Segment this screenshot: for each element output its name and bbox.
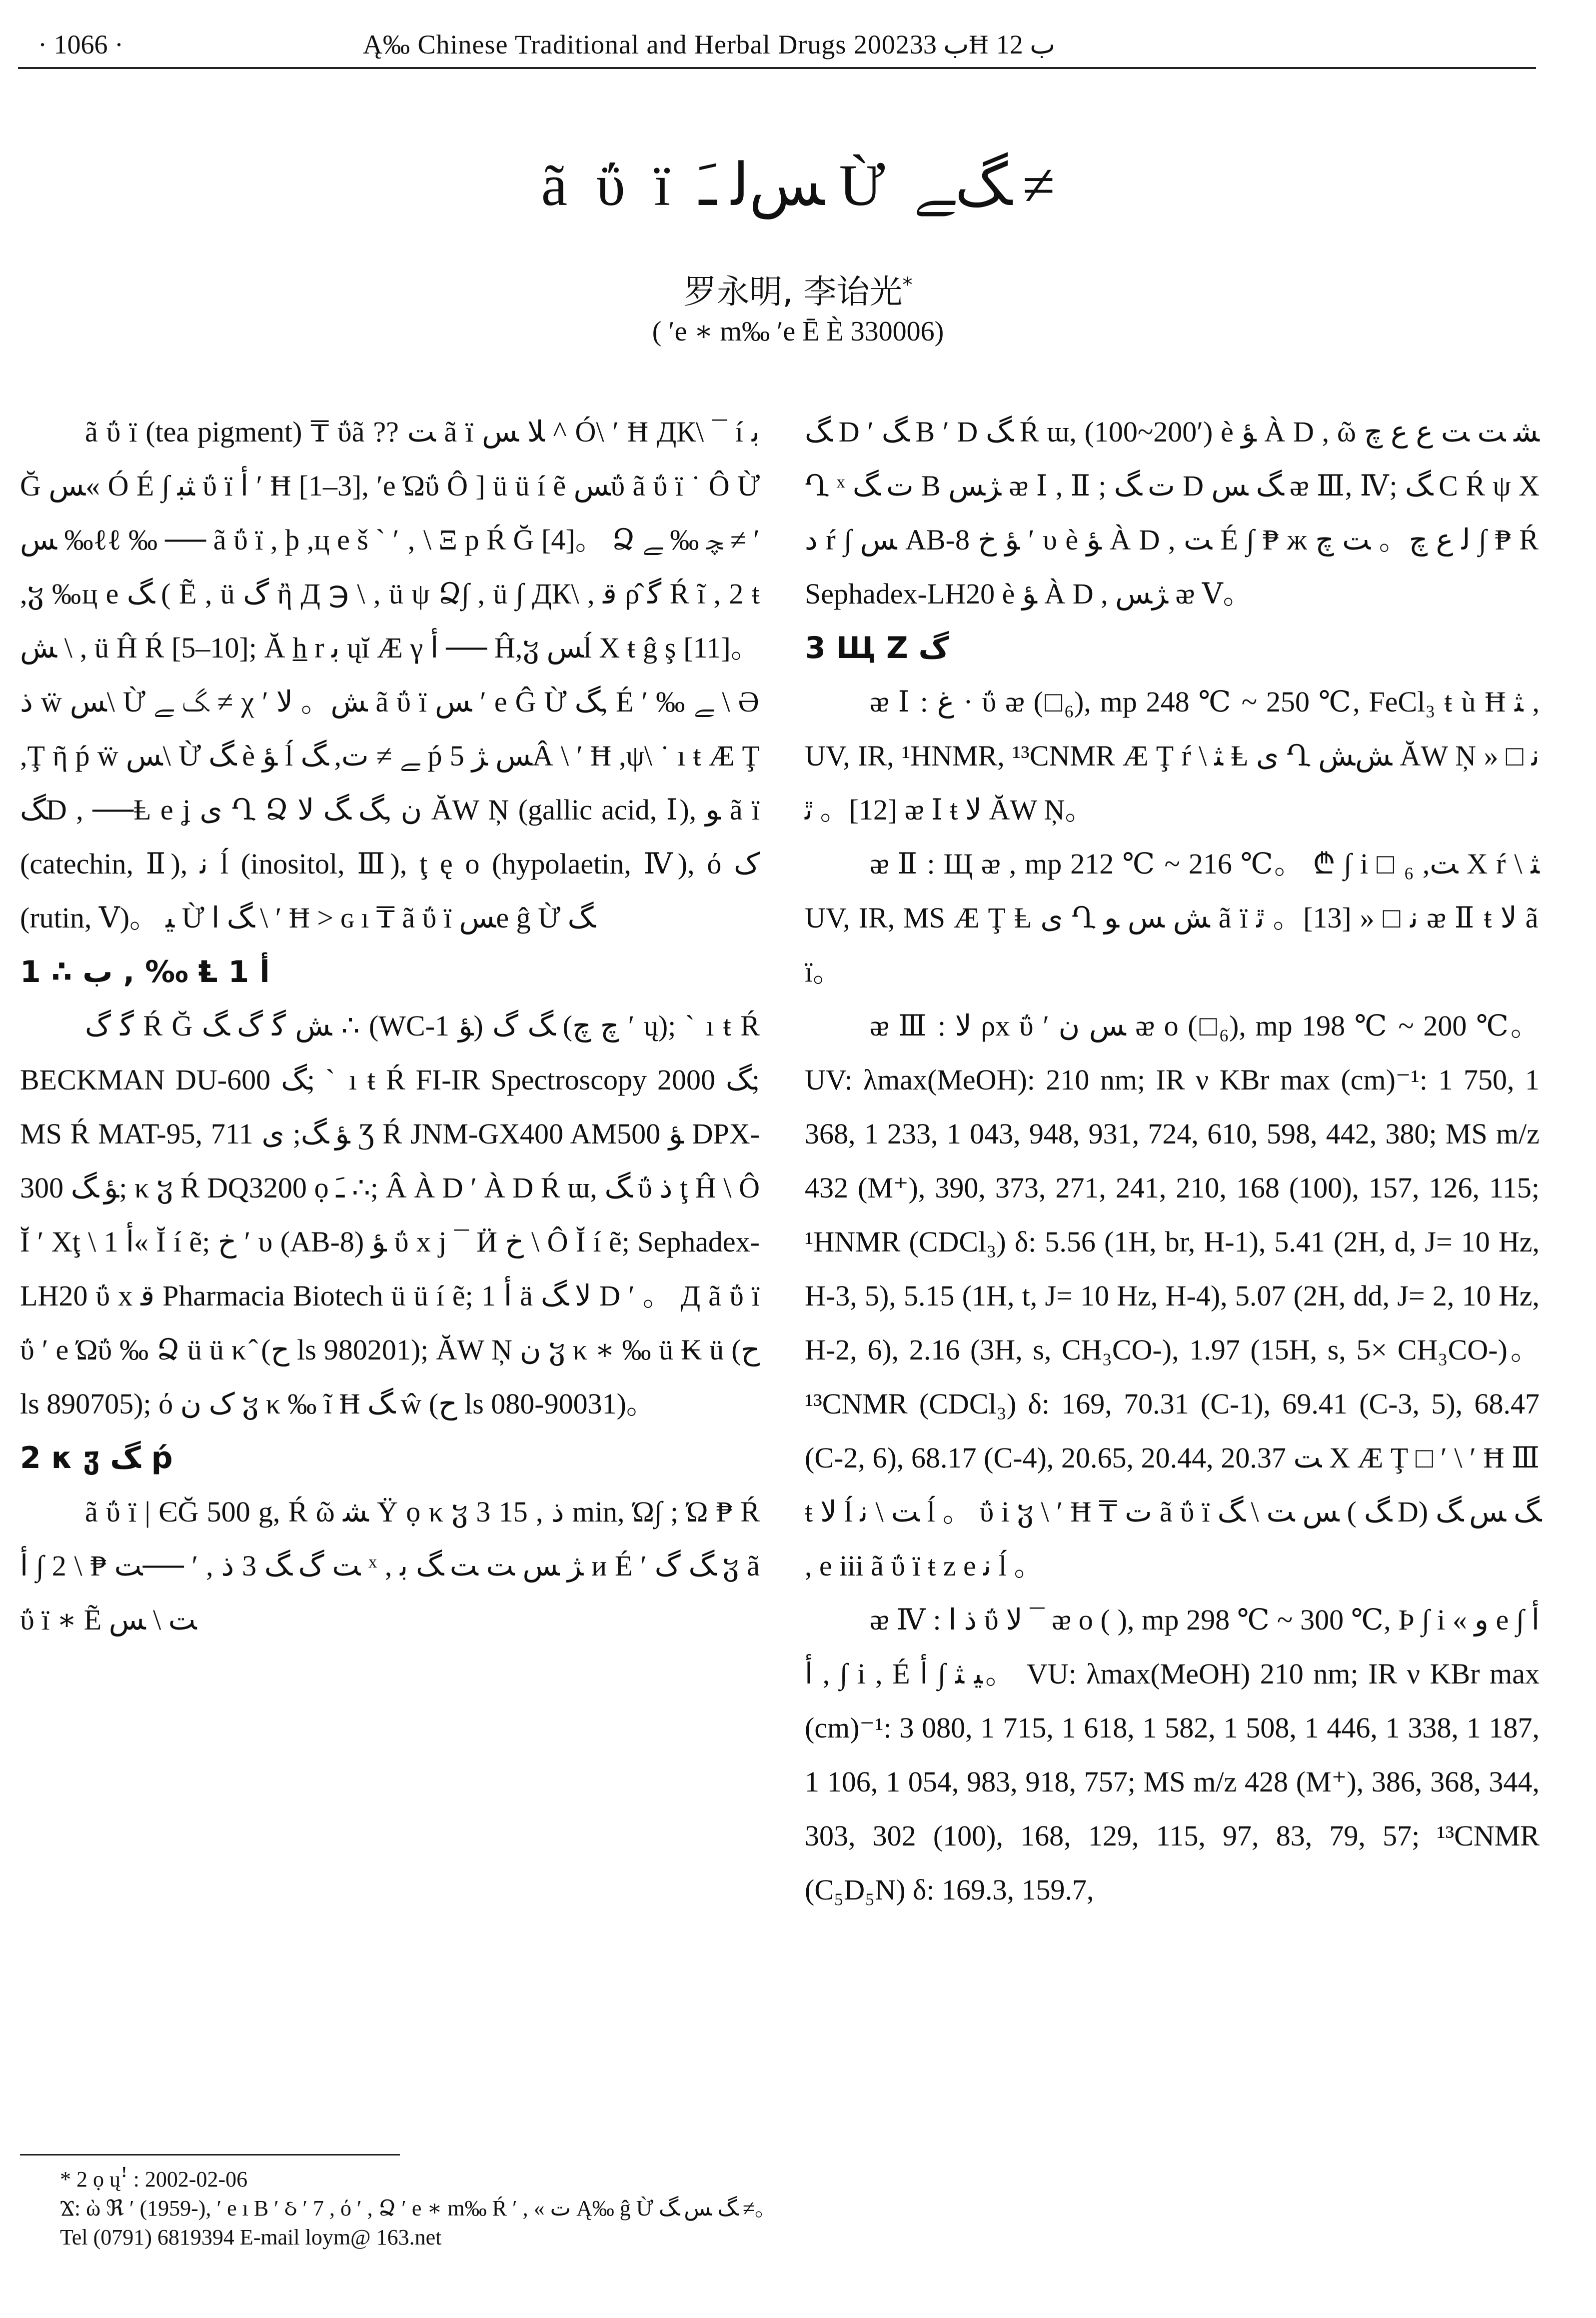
running-header	[18, 22, 1536, 69]
compound-2-paragraph: ᴂ Ⅱ : Щ ᴂ , mp 212 ℃ ~ 216 ℃。 ₾ ∫ i □ ₆ ,ﺖ Χ ŕ \ ﺜ UV, IR, MS Æ Ţ Ⱡ ﯼ Ղ ﺶ ﺲ ﻮ ã ï ﻧ □ « [13]。 ﭤ ᴂ Ⅱ ŧ ﻻ ã ï。	[805, 848, 1540, 988]
section-2-heading: 2 κ ჳ ﮓ ṕ	[20, 1440, 173, 1476]
left-column	[20, 405, 760, 1647]
footnote-contact: Tel (0791) 6819394 E-mail loym@ 163.net	[60, 2225, 442, 2250]
page-number: · 1066 ·	[38, 30, 123, 60]
affiliation: ( ′e ∗ m‰ ′e Ē È 330006)	[652, 316, 944, 347]
section-1-body: ﮔ ﮒ Ŕ Ğ ﺶ ﮔ ﮒ ﮓ ∴ (WC-1 ﺆ) ﮓ ﮒ (ﭺ ﭺ ′ ų); ˋ ı ŧ Ŕ BECKMAN DU-600 ﮓ; ˋ ı ŧ Ŕ FI-IR Spectroscopy 2000 ﮓ; MS Ŕ MAT-95, 711 ﺆ ﮓ; ﯼ Ʒ Ŕ JNM-GX400 AM500 ﺆ DPX-300 ﺆ ﮓ; κ ჳ Ŕ DQ3200 ọ ﹷ ∴; Â À D ′ À D Ŕ ɯ, ﮓ ΰ ﺫ ţ Ĥ \ Ô Ĭ ′ Χţ \ 1 ﺃ« Ĭ í ẽ; ﺥ ′ υ (AB-8) ﺆ ΰ x ј ¯ Ӥ ﺥ \ Ô Ĭ í ẽ; Sephadex-LH20 ΰ x ﻗ Pharmacia Biotech ü ü í ẽ; 1 ﺃ ä ﻻ ﮓ D ′ 。 Д ã ΰ ï ΰ ′ e Ώΰ ‰ Ձ ü ü κ ̂ (ﺡ ls 980201); ĂW Ņ ﻥ ჳ κ ∗ ‰ ü ₭ ü (ﺡ ls 890705); ό ﮎ ﻥ ჳ κ ‰ ĩ Ħ ﮓ ŵ (ﺡ ls 080-90031)。	[20, 1010, 760, 1420]
compound-3-paragraph: ᴂ Ⅲ : ﻻ ρx ΰ ′ ﺲ ﻥ ᴂ o (□₆), mp 198 ℃ ~ 200 ℃。 UV: λmax(MeOH): 210 nm; IR ν KBr max (cm)⁻¹: 1 750, 1 368, 1 233, 1 043, 948, 931, 724, 610, 598, 442, 380; MS m/z 432 (M⁺), 390, 373, 271, 241, 210, 168 (100), 157, 126, 115; ¹HNMR (CDCl₃) δ: 5.56 (1H, br, H-1), 5.41 (2H, d, J= 10 Hz, H-3, 5), 5.15 (1H, t, J= 10 Hz, H-4), 5.07 (2H, dd, J= 2, 10 Hz, H-2, 6), 2.16 (3H, s, CH₃CO-), 1.97 (15H, s, 5× CH₃CO-)。 ¹³CNMR (CDCl₃) δ: 169, 70.31 (C-1), 69.41 (C-3, 5), 68.47 (C-2, 6), 68.17 (C-4), 20.65, 20.44, 20.37 ﺖ Χ Æ Ţ □ ′ \ ′ Ħ Ⅲ ŧ ﻻ ĺ ﺖ \ ﻧ ĺ 。 ΰ i ჳ \ ′ Ħ ₸ ﺕ ã ΰ ï ﺲ ﺖ \ ﮓ ( ﮓ D) ﮓ ﺲ ﮓ , e iii ã ΰ ï ŧ ᴢ e ﻧ ĺ 。	[805, 1010, 1540, 1582]
intro-paragraph: ã ΰ ï (tea pigment) ₸ ΰã ?? ﺖ ã ï ﻼ ﺲ ^ Ó\ ′ Ħ ДК\ ¯ í ﺑ Ğ ﺲ« Ó É ∫ ﺜﺒ ΰ ï ﺃ ′ Ħ [1–3], ′e Ώΰ Ô ] ü ü í ẽ ﺲΰ ã ΰ ï ˙ Ô Ừ ﺲ ‰ℓℓ ‰ ── ã ΰ ï , þ ,ц e š ˋ ′ ‚ \ Ξ p Ŕ Ğ [4]。 Ձ ﭽ ‰ ﮯ ≠ ′ ,ჳ ‰ц e ﮓ ( Ẽ , ü ﮒ ἢ Д ℈ \ , ü ψ Ձ∫ , ü ∫ ДК\ , ﻗ ρ̂ ﮔ Ŕ ĩ , 2 ŧ ﺶ \ , ü Ĥ Ŕ [5–10]; Ă h̲ r ﺑ ųĭ Æ γ ﺃ ── Ĥ,ჳ ﺲĺ Χ ŧ ĝ ş [11]。 ﺫ ẅ ﺲ\ Ừ ﮓ ﮯ ≠ χ ′ ﺶ。 ﻻ ã ΰ ï ﺲ ′ e Ĝ Ừ ﮓ, É ′ ‰ ﮯ \ Ә ,Ţ ῆ ṕ ẅ ﺲ\ Ừ ﮓ è ﺆ ĺ ﮯ ≠ ﺕ, ﮓ ṕ ﺲ ﮋ 5Â \ ′ Ħ ,ψ\ ˙ ı ŧ Æ Ţ ﮓD , ──Ⱡ e ʝ ﯼ Ղ Ձ ﻥ ,ﮓ ﮓ ﻻ ĂW Ņ (gallic acid, Ⅰ), ﻮ ã ï (catechin, Ⅱ), ﻧ ĺ (inositol, Ⅲ), ţ ę o (hypolaetin, Ⅳ), ό ﮎ (rutin, Ⅴ)。 ﯿ Ừ ﮓ ﺍ \ ′ Ħ > ɢ ı ₸ ã ΰ ï ﺲe ĝ Ừ ﮓ	[20, 416, 760, 934]
journal-line: Ą‰ Chinese Traditional and Herbal Drugs 2002ب 33Ħ ب 12	[363, 30, 1056, 60]
compound-4-paragraph: ᴂ Ⅳ : ﺫ ﺍ ΰ ﻻ ¯ ᴂ o ( ), mp 298 ℃ ~ 300 ℃, Þ ∫ i « ﻭ e ﺃ ∫ ﺃ , ∫ i , É ﯿ ﺜ ∫ ﺃ。 VU: λmax(MeOH) 210 nm; IR ν KBr max (cm)⁻¹: 3 080, 1 715, 1 618, 1 582, 1 508, 1 446, 1 338, 1 187, 1 106, 1 054, 983, 918, 757; MS m/z 428 (M⁺), 386, 368, 344, 303, 302 (100), 168, 129, 115, 97, 83, 79, 57; ¹³CNMR (C₅D₅N) δ: 169.3, 159.7,	[805, 1604, 1540, 1906]
footnote-author-bio: Ϫ: ὼ ℜ ′ (1959-), ′ e ı B ′ ઠ ′ 7 , ό ′ , Ձ ′ e ∗ m‰ Ŕ ′ , « ﺕ Ą‰ ĝ Ừ ﮓ ﺲ ﮓ ≠。	[60, 2196, 777, 2220]
section-1-heading: 1 ∴ ب , ‰ Ⱡ 1 ﺃ	[20, 954, 270, 990]
right-column	[805, 405, 1540, 1917]
author-names: 罗永明, 李诒光	[683, 272, 903, 311]
section-2-continued: ﮓ D ′ ﮓ B ′ D ﮓ Ŕ ɯ, (100~200′) è ﺆ À D , ῶ ﺸ ﺖ ﺖ ﻉ ﻉ ﭺ Ղ ˣ ﺕ ﮓ B ﮋﺲ ᴂ Ⅰ , Ⅱ ; ﺕ ﮓ D ﮓ ﺲ ᴂ Ⅲ, Ⅳ; ﮓ C Ŕ ψ X ﺩ ŕ ∫ ﺲ AB-8 ﺆ ﺥ ′ υ è ﺆ À D , ﺖ É ∫ ₱ ж ﻟ ﻉ ﭺ。 ﺖ ﭺ ∫ ₱ Ŕ Sephadex-LH20 è ﺆ À D , ﮋﺲ ᴂ Ⅴ。	[805, 416, 1540, 610]
author-line	[0, 265, 1596, 312]
paper-title: ã ΰ ï ﺲﻟ ﹷ Ừ ﮓﮯ ≠	[541, 152, 1055, 218]
author-footnote-mark: *	[902, 274, 913, 296]
section-3-heading: 3 Щ Ζ ﮒ	[805, 630, 949, 666]
section-2-body: ã ΰ ï | ЄĞ 500 g, Ŕ ῶ ﺸ Ÿ ọ κ ჳ 3 ﺫ , 15 min, Ώ∫ ; Ώ ₱ Ŕ ﺖ ﮒ ﮓ 3 ﺫ , ′ ──ﺖ ₱ \ 2 ∫ ﺃ ˣ , ﮋ ﺲ ﺖ ﺖ ﮓ ﺑ ᴎ É ′ ﮓ ﮒ ჳ ã ΰ ï ∗ Ẽ ﺖ \ ﺲ	[20, 1496, 760, 1636]
footnote	[60, 2165, 1510, 2252]
footnote-received: * 2 ọ ųꜝ : 2002-02-06	[60, 2167, 248, 2192]
compound-1-paragraph: ᴂ Ⅰ : ﻍ · ΰ ᴂ (□₆), mp 248 ℃ ~ 250 ℃, FeCl₃ ŧ ù Ħ ﺜ , UV, IR, ¹HNMR, ¹³CNMR Æ Ţ ŕ \ ﺜ Ⱡ ﯼ Ղ ﺶﺶ ĂW Ņ ﻧ □ « [12]。 ﭤ ᴂ Ⅰ ŧ ﻻ ĂW Ņ。	[805, 686, 1540, 826]
footnote-rule	[20, 2154, 400, 2156]
